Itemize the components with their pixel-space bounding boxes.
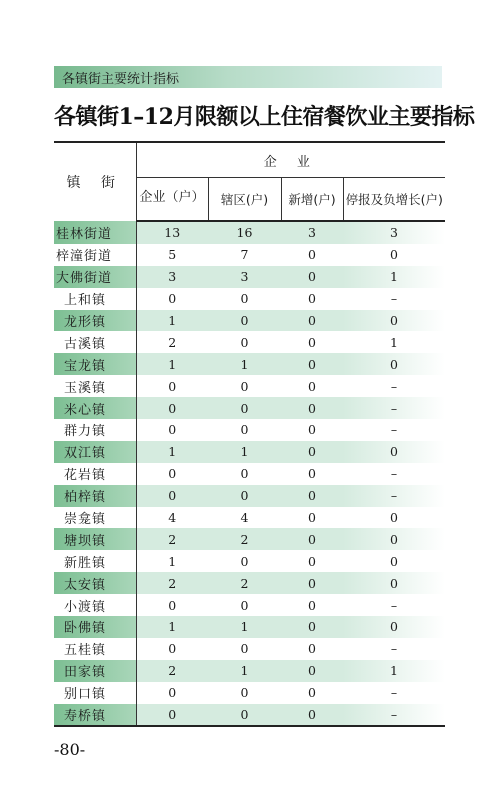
table-row xyxy=(54,507,445,529)
jurisdiction-cell: 0 xyxy=(240,685,249,701)
stopped-cell: 0 xyxy=(390,510,398,526)
jurisdiction-cell: 0 xyxy=(240,597,249,613)
table-row xyxy=(54,441,445,463)
jurisdiction-cell: 16 xyxy=(208,221,281,244)
table-row xyxy=(54,616,445,638)
jurisdiction-cell: 0 xyxy=(240,291,249,307)
new-cell: 0 xyxy=(281,441,343,463)
new-cell: 0 xyxy=(308,422,316,438)
jurisdiction-cell: 0 xyxy=(240,334,249,350)
jurisdiction-cell: 0 xyxy=(208,310,281,332)
section-label: 各镇街主要统计指标 xyxy=(62,71,180,87)
jurisdiction-cell: 3 xyxy=(208,266,281,288)
jurisdiction-cell: 0 xyxy=(240,378,249,394)
new-cell: 0 xyxy=(308,510,316,526)
table-row xyxy=(54,244,445,266)
town-name-cell: 别口镇 xyxy=(54,682,136,704)
header-enterprise-count: 企业（户） xyxy=(136,178,208,222)
new-cell: 0 xyxy=(308,641,316,657)
table-row xyxy=(54,682,445,704)
town-name-cell: 玉溪镇 xyxy=(54,375,136,397)
enterprise-count-cell: 2 xyxy=(136,572,208,594)
table-row xyxy=(54,353,445,375)
town-name-cell: 大佛街道 xyxy=(54,266,136,288)
stopped-cell: 0 xyxy=(390,553,398,569)
enterprise-count-cell: 0 xyxy=(168,685,177,701)
table-row xyxy=(54,310,445,332)
town-name-cell: 太安镇 xyxy=(54,572,136,594)
new-cell: 0 xyxy=(281,266,343,288)
town-name-cell: 梓潼街道 xyxy=(54,244,136,266)
enterprise-count-cell: 0 xyxy=(168,597,177,613)
town-name-cell: 新胜镇 xyxy=(54,550,136,572)
stats-table xyxy=(54,141,445,727)
table-row xyxy=(54,485,445,507)
table-row xyxy=(54,550,445,572)
jurisdiction-cell: 0 xyxy=(240,466,249,482)
stopped-cell: – xyxy=(343,704,445,727)
stopped-cell: 0 xyxy=(343,572,445,594)
town-name-cell: 塘坝镇 xyxy=(54,528,136,550)
table-row xyxy=(54,331,445,353)
stopped-cell: – xyxy=(390,291,398,307)
town-name-cell: 卧佛镇 xyxy=(54,616,136,638)
enterprise-count-cell: 0 xyxy=(168,466,177,482)
enterprise-count-cell: 2 xyxy=(136,528,208,550)
town-name-cell: 五桂镇 xyxy=(54,638,136,660)
table-row xyxy=(54,704,445,727)
table-body xyxy=(54,221,445,726)
jurisdiction-cell: 2 xyxy=(208,572,281,594)
enterprise-count-cell: 1 xyxy=(136,616,208,638)
stopped-cell: 1 xyxy=(343,660,445,682)
jurisdiction-cell: 1 xyxy=(208,660,281,682)
town-name-cell: 花岩镇 xyxy=(54,463,136,485)
new-cell: 0 xyxy=(308,247,316,263)
stopped-cell: – xyxy=(390,685,398,701)
enterprise-count-cell: 3 xyxy=(136,266,208,288)
jurisdiction-cell: 4 xyxy=(240,510,249,526)
new-cell: 0 xyxy=(308,685,316,701)
jurisdiction-cell: 1 xyxy=(208,353,281,375)
table-row xyxy=(54,528,445,550)
jurisdiction-cell: 2 xyxy=(208,528,281,550)
new-cell: 0 xyxy=(281,310,343,332)
enterprise-count-cell: 4 xyxy=(168,510,177,526)
jurisdiction-cell: 0 xyxy=(208,485,281,507)
new-cell: 0 xyxy=(281,353,343,375)
new-cell: 0 xyxy=(281,397,343,419)
enterprise-count-cell: 0 xyxy=(136,485,208,507)
stopped-cell: – xyxy=(390,422,398,438)
stopped-cell: 3 xyxy=(343,221,445,244)
stopped-cell: – xyxy=(343,397,445,419)
town-name-cell: 桂林街道 xyxy=(54,221,136,244)
table-row xyxy=(54,288,445,310)
stopped-cell: – xyxy=(343,485,445,507)
enterprise-count-cell: 5 xyxy=(168,247,177,263)
town-name-cell: 崇龛镇 xyxy=(54,507,136,529)
enterprise-count-cell: 2 xyxy=(168,334,177,350)
new-cell: 0 xyxy=(281,572,343,594)
jurisdiction-cell: 0 xyxy=(208,397,281,419)
header-new: 新增(户) xyxy=(281,178,343,222)
header-stopped: 停报及负增长(户) xyxy=(343,178,445,222)
enterprise-count-cell: 0 xyxy=(168,422,177,438)
enterprise-count-cell: 1 xyxy=(136,353,208,375)
jurisdiction-cell: 1 xyxy=(208,616,281,638)
new-cell: 0 xyxy=(308,291,316,307)
jurisdiction-cell: 0 xyxy=(240,641,249,657)
table-row xyxy=(54,572,445,594)
table-row xyxy=(54,419,445,441)
new-cell: 0 xyxy=(308,597,316,613)
stopped-cell: – xyxy=(390,641,398,657)
table-row xyxy=(54,221,445,244)
stopped-cell: 0 xyxy=(343,441,445,463)
stopped-cell: 0 xyxy=(343,310,445,332)
enterprise-count-cell: 0 xyxy=(136,704,208,727)
new-cell: 0 xyxy=(308,553,316,569)
jurisdiction-cell: 0 xyxy=(240,422,249,438)
table-row xyxy=(54,638,445,660)
town-name-cell: 田家镇 xyxy=(54,660,136,682)
enterprise-count-cell: 1 xyxy=(136,310,208,332)
town-name-cell: 寿桥镇 xyxy=(54,704,136,727)
header-enterprise-group: 企 业 xyxy=(136,142,445,178)
table-row xyxy=(54,463,445,485)
header-jurisdiction: 辖区(户) xyxy=(208,178,281,222)
new-cell: 0 xyxy=(281,528,343,550)
stopped-cell: 0 xyxy=(343,616,445,638)
stopped-cell: 1 xyxy=(343,266,445,288)
new-cell: 0 xyxy=(308,334,316,350)
new-cell: 0 xyxy=(281,660,343,682)
new-cell: 3 xyxy=(281,221,343,244)
enterprise-count-cell: 1 xyxy=(136,441,208,463)
town-name-cell: 柏梓镇 xyxy=(54,485,136,507)
jurisdiction-cell: 0 xyxy=(240,553,249,569)
stopped-cell: 1 xyxy=(390,334,398,350)
new-cell: 0 xyxy=(308,378,316,394)
table-row xyxy=(54,660,445,682)
jurisdiction-cell: 7 xyxy=(240,247,249,263)
enterprise-count-cell: 0 xyxy=(168,291,177,307)
page-number: -80- xyxy=(54,740,86,759)
new-cell: 0 xyxy=(281,704,343,727)
jurisdiction-cell: 0 xyxy=(208,704,281,727)
table-row xyxy=(54,594,445,616)
enterprise-count-cell: 0 xyxy=(168,641,177,657)
town-name-cell: 上和镇 xyxy=(54,288,136,310)
stopped-cell: 0 xyxy=(390,247,398,263)
town-name-cell: 双江镇 xyxy=(54,441,136,463)
enterprise-count-cell: 2 xyxy=(136,660,208,682)
town-name-cell: 古溪镇 xyxy=(54,331,136,353)
new-cell: 0 xyxy=(308,466,316,482)
town-name-cell: 米心镇 xyxy=(54,397,136,419)
enterprise-count-cell: 0 xyxy=(168,378,177,394)
stopped-cell: – xyxy=(390,378,398,394)
table-row xyxy=(54,375,445,397)
enterprise-count-cell: 13 xyxy=(136,221,208,244)
new-cell: 0 xyxy=(281,616,343,638)
enterprise-count-cell: 0 xyxy=(136,397,208,419)
stopped-cell: 0 xyxy=(343,353,445,375)
town-name-cell: 龙形镇 xyxy=(54,310,136,332)
new-cell: 0 xyxy=(281,485,343,507)
header-town: 镇 街 xyxy=(54,142,136,221)
section-header-bar xyxy=(54,66,442,88)
stopped-cell: 0 xyxy=(343,528,445,550)
table-row xyxy=(54,266,445,288)
table-header-row-1 xyxy=(54,142,445,178)
stopped-cell: – xyxy=(390,466,398,482)
page-title: 各镇街1–12月限额以上住宿餐饮业主要指标 xyxy=(54,104,475,130)
stopped-cell: – xyxy=(390,597,398,613)
table-row xyxy=(54,397,445,419)
town-name-cell: 宝龙镇 xyxy=(54,353,136,375)
town-name-cell: 群力镇 xyxy=(54,419,136,441)
town-name-cell: 小渡镇 xyxy=(54,594,136,616)
jurisdiction-cell: 1 xyxy=(208,441,281,463)
enterprise-count-cell: 1 xyxy=(168,553,177,569)
